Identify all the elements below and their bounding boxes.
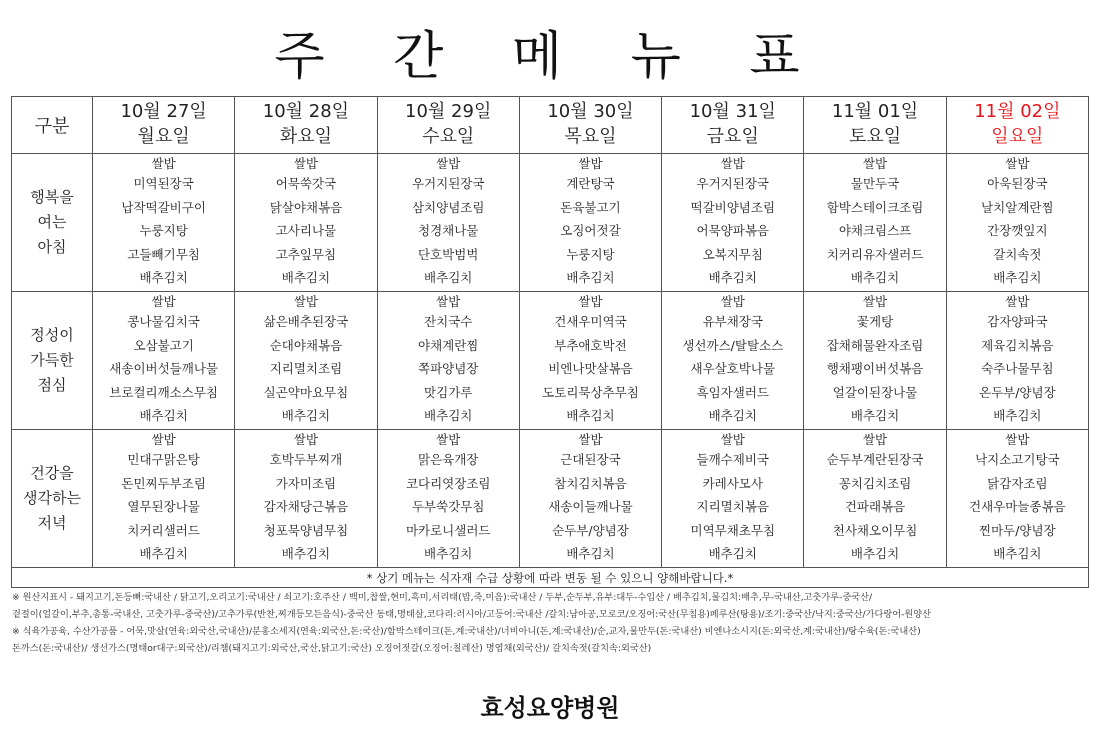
meal-label xyxy=(12,430,93,568)
menu-item: 건새우마늘종볶음 xyxy=(969,499,1066,515)
day-header xyxy=(377,97,519,154)
menu-item: 마카로니샐러드 xyxy=(405,522,491,538)
menu-item: 배추김치 xyxy=(993,408,1042,424)
menu-item: 삼치양념조림 xyxy=(411,199,485,215)
menu-item: 배추김치 xyxy=(139,408,188,424)
menu-item: 쌀밥 xyxy=(436,156,461,172)
menu-item: 야채계란찜 xyxy=(418,337,479,353)
day-of-week: 금요일 xyxy=(706,126,759,147)
menu-item: 민대구맑은탕 xyxy=(127,452,200,468)
menu-item: 계란탕국 xyxy=(566,176,615,192)
day-of-week: 월요일 xyxy=(137,126,190,147)
menu-item: 들깨수제비국 xyxy=(696,452,769,468)
day-header xyxy=(946,97,1088,154)
menu-item: 감자채당근볶음 xyxy=(263,499,349,515)
menu-item: 쌀밥 xyxy=(720,294,745,310)
day-of-week: 일요일 xyxy=(991,126,1044,147)
menu-item: 순두부/양념장 xyxy=(552,522,629,538)
day-date: 11월 01일 xyxy=(831,101,919,122)
meal-label-line: 저녁 xyxy=(37,514,67,532)
menu-item: 쌀밥 xyxy=(578,156,603,172)
weekly-menu-table xyxy=(11,96,1089,588)
menu-item: 쌀밥 xyxy=(862,294,888,310)
menu-cell xyxy=(377,430,519,568)
menu-item: 미역무채초무침 xyxy=(690,522,776,538)
menu-item: 갈치속젓 xyxy=(993,246,1042,262)
meal-label-line: 건강을 xyxy=(30,464,74,482)
meal-label xyxy=(12,154,93,292)
menu-item: 치커리유자샐러드 xyxy=(826,246,924,262)
menu-item: 새송이들깨나물 xyxy=(548,499,633,515)
menu-item: 쌀밥 xyxy=(293,294,318,310)
menu-item: 미역된장국 xyxy=(133,176,194,192)
page-title: 주 간 메 뉴 표 xyxy=(274,27,826,87)
menu-item: 치커리샐러드 xyxy=(127,522,200,538)
menu-item: 쌀밥 xyxy=(720,156,745,172)
menu-item: 배추김치 xyxy=(281,546,331,562)
menu-item: 호박두부찌개 xyxy=(269,452,343,468)
menu-item: 고추잎무침 xyxy=(275,246,337,262)
menu-item: 천사채오이무침 xyxy=(832,522,918,538)
menu-item: 배추김치 xyxy=(850,270,900,286)
menu-cell xyxy=(662,430,804,568)
menu-body xyxy=(12,154,1089,568)
origin-line: ※ 원산지표시 - 돼지고기,돈등뼈:국내산 / 닭고기,오리고기:국내산 / 쇠고기:호주산 / 백미,찹쌀,현미,흑미,서리태(밥,죽,미음):국내산 / 두부,순두부,유부:대두-수입산 / 배추김치,물김치:배추,무-국내산,고춧가루-중국산/ xyxy=(12,592,873,603)
menu-item: 어묵쑥갓국 xyxy=(275,176,337,192)
menu-item: 쌀밥 xyxy=(862,156,888,172)
meal-row xyxy=(12,430,1089,568)
day-of-week: 목요일 xyxy=(564,126,617,147)
menu-cell xyxy=(946,154,1088,292)
menu-item: 배추김치 xyxy=(708,270,757,286)
menu-item: 지리멸치조림 xyxy=(269,361,343,377)
menu-cell xyxy=(662,292,804,430)
day-date: 10월 28일 xyxy=(262,101,350,122)
menu-cell xyxy=(235,430,377,568)
meal-label-line: 가득한 xyxy=(30,351,74,369)
day-of-week: 수요일 xyxy=(422,126,475,147)
menu-item: 닭감자조림 xyxy=(987,475,1048,491)
menu-cell xyxy=(93,154,235,292)
notice-row xyxy=(12,568,1089,588)
menu-item: 맛김가루 xyxy=(424,384,473,400)
menu-cell xyxy=(377,154,519,292)
menu-item: 참치김치볶음 xyxy=(554,475,627,491)
menu-item: 떡갈비양념조림 xyxy=(690,199,776,215)
menu-cell xyxy=(93,430,235,568)
menu-item: 물만두국 xyxy=(850,176,900,192)
menu-item: 행채팽이버섯볶음 xyxy=(826,361,924,377)
menu-item: 배추김치 xyxy=(566,270,615,286)
menu-item: 실곤약마요무침 xyxy=(263,384,349,400)
menu-item: 열무된장나물 xyxy=(127,499,200,515)
menu-item: 얼갈이된장나물 xyxy=(832,384,918,400)
menu-item: 쌀밥 xyxy=(1005,294,1030,310)
menu-item: 아욱된장국 xyxy=(987,176,1048,192)
menu-item: 지리멸치볶음 xyxy=(696,499,769,515)
menu-item: 청포묵양념무침 xyxy=(263,522,349,538)
menu-item: 배추김치 xyxy=(993,546,1042,562)
menu-item: 누룽지탕 xyxy=(139,223,188,239)
menu-item: 배추김치 xyxy=(850,546,900,562)
menu-item: 꽁치김치조림 xyxy=(838,475,912,491)
menu-item: 쌀밥 xyxy=(436,432,461,448)
menu-item: 배추김치 xyxy=(566,546,615,562)
menu-item: 배추김치 xyxy=(850,408,900,424)
menu-item: 배추김치 xyxy=(139,546,188,562)
origin-line: 돈까스(돈:국내산)/ 생선가스(명태or대구:외국산)/리챔(돼지고기:외국산,국산,닭고기:국산) 오징어젓갈(오징어:칠레산) 명엽채(외국산)/ 갈치속젓(갈치속:외국산) xyxy=(12,643,652,654)
menu-item: 삶은배추된장국 xyxy=(263,314,349,330)
meal-label-line: 점심 xyxy=(37,376,67,394)
menu-item: 비엔나맛살볶음 xyxy=(548,361,633,377)
menu-item: 순두부계란된장국 xyxy=(826,452,924,468)
menu-item: 가자미조림 xyxy=(275,475,337,491)
meal-label-line: 정성이 xyxy=(30,326,74,344)
menu-item: 어묵양파볶음 xyxy=(696,223,769,239)
meal-label xyxy=(12,292,93,430)
menu-item: 건새우미역국 xyxy=(554,314,627,330)
header-row xyxy=(12,97,1089,154)
menu-item: 쌀밥 xyxy=(436,294,461,310)
menu-item: 브로컬리깨소스무침 xyxy=(109,384,218,400)
menu-cell xyxy=(804,430,946,568)
origin-line: 겉절이(얼갈이,부추,총통-국내산, 고춧가루-중국산)/고추가루(반찬,찌개등모든음식)-중국산 동태,명태살,코다리:러시아/고등어:국내산 /갈치:남아공,모로코/오징어:국산(무침용)페루산(탕용)/조기:중국산/낙지:중국산/가다랑어-원양산 xyxy=(12,609,932,620)
menu-item: 두부쑥갓무침 xyxy=(411,499,485,515)
menu-item: 쌀밥 xyxy=(862,432,888,448)
menu-item: 잔치국수 xyxy=(424,314,473,330)
menu-item: 제육김치볶음 xyxy=(981,337,1054,353)
menu-item: 배추김치 xyxy=(139,270,188,286)
menu-item: 쪽파양념장 xyxy=(418,361,479,377)
menu-item: 카레사모사 xyxy=(702,475,763,491)
menu-item: 쌀밥 xyxy=(151,432,176,448)
menu-item: 야채크림스프 xyxy=(838,223,912,239)
day-date: 10월 27일 xyxy=(120,101,207,122)
menu-item: 흑임자샐러드 xyxy=(696,384,769,400)
day-header xyxy=(519,97,661,154)
menu-item: 우거지된장국 xyxy=(411,176,485,192)
menu-cell xyxy=(93,292,235,430)
menu-cell xyxy=(662,154,804,292)
meal-row xyxy=(12,292,1089,430)
day-date: 10월 29일 xyxy=(405,101,492,122)
menu-item: 간장깻잎지 xyxy=(987,223,1048,239)
menu-cell xyxy=(377,292,519,430)
menu-item: 잡채해물완자조림 xyxy=(826,337,924,353)
menu-cell xyxy=(519,292,661,430)
menu-item: 콩나물김치국 xyxy=(127,314,200,330)
day-date: 11월 02일 xyxy=(974,101,1061,122)
menu-cell xyxy=(235,154,377,292)
menu-item: 배추김치 xyxy=(566,408,615,424)
menu-item: 배추김치 xyxy=(424,408,473,424)
menu-item: 맑은육개장 xyxy=(418,452,479,468)
menu-item: 부추애호박전 xyxy=(554,337,627,353)
menu-item: 배추김치 xyxy=(993,270,1042,286)
menu-item: 우거지된장국 xyxy=(696,176,769,192)
menu-item: 납작떡갈비구이 xyxy=(121,199,206,215)
menu-cell xyxy=(804,292,946,430)
menu-item: 쌀밥 xyxy=(151,294,176,310)
day-date: 10월 31일 xyxy=(689,101,776,122)
menu-cell xyxy=(519,154,661,292)
menu-change-notice: * 상기 메뉴는 식자재 수급 상황에 따라 변동 될 수 있으니 양해바랍니다.* xyxy=(12,568,1089,588)
day-date: 10월 30일 xyxy=(547,101,634,122)
menu-item: 닭살야채볶음 xyxy=(269,199,343,215)
menu-cell xyxy=(946,292,1088,430)
menu-item: 배추김치 xyxy=(708,546,757,562)
origin-labeling xyxy=(12,589,1090,657)
meal-label-line: 생각하는 xyxy=(23,489,81,507)
menu-cell xyxy=(519,430,661,568)
corner-label: 구분 xyxy=(12,97,93,154)
menu-item: 쌀밥 xyxy=(293,156,318,172)
menu-item: 순대야채볶음 xyxy=(269,337,343,353)
menu-item: 쌀밥 xyxy=(578,294,603,310)
day-of-week: 토요일 xyxy=(848,126,902,147)
menu-item: 쌀밥 xyxy=(1005,156,1030,172)
day-of-week: 화요일 xyxy=(279,126,332,147)
menu-item: 찐마두/양념장 xyxy=(979,522,1056,538)
menu-item: 돈민찌두부조림 xyxy=(121,475,206,491)
menu-item: 오복지무침 xyxy=(702,246,763,262)
menu-item: 단호박범벅 xyxy=(418,246,479,262)
menu-item: 감자양파국 xyxy=(987,314,1048,330)
menu-item: 배추김치 xyxy=(424,270,473,286)
meal-label-line: 행복을 xyxy=(30,188,74,206)
menu-item: 온두부/양념장 xyxy=(979,384,1056,400)
menu-item: 근대된장국 xyxy=(560,452,621,468)
menu-item: 오징어젓갈 xyxy=(560,223,621,239)
menu-item: 날치알계란찜 xyxy=(981,199,1054,215)
meal-label-line: 여는 xyxy=(37,213,67,231)
menu-item: 새송이버섯들깨나물 xyxy=(109,361,218,377)
menu-item: 쌀밥 xyxy=(1005,432,1030,448)
menu-item: 쌀밥 xyxy=(151,156,176,172)
menu-item: 쌀밥 xyxy=(293,432,318,448)
menu-item: 돈육불고기 xyxy=(560,199,621,215)
menu-item: 청경채나물 xyxy=(418,223,479,239)
menu-item: 고들빼기무침 xyxy=(127,246,200,262)
menu-item: 코다리엿장조림 xyxy=(405,475,491,491)
menu-cell xyxy=(946,430,1088,568)
menu-cell xyxy=(235,292,377,430)
day-header xyxy=(662,97,804,154)
menu-item: 새우살호박나물 xyxy=(690,361,776,377)
menu-item: 쌀밥 xyxy=(578,432,603,448)
meal-row xyxy=(12,154,1089,292)
menu-item: 생선까스/탈탈소스 xyxy=(682,337,784,353)
menu-item: 배추김치 xyxy=(281,270,331,286)
menu-item: 오삼불고기 xyxy=(133,337,194,353)
menu-item: 숙주나물무침 xyxy=(981,361,1054,377)
menu-item: 고사리나물 xyxy=(275,223,337,239)
menu-item: 건파래볶음 xyxy=(844,499,906,515)
day-header xyxy=(235,97,377,154)
menu-item: 함박스테이크조림 xyxy=(826,199,924,215)
menu-item: 배추김치 xyxy=(424,546,473,562)
menu-item: 낙지소고기탕국 xyxy=(975,452,1060,468)
day-header xyxy=(93,97,235,154)
origin-line: ※ 식육가공육, 수산가공품 - 어묵,맛살(연육:외국산,국내산)/분홍소세지(연육:외국산,돈:국산)/함박스테이크(돈,계:국내산)/너비아니(돈,계:국내산)/순,교자,물만두(돈:국내산) 비엔나소시지(돈:외국산,계:국내산)/탕수육(돈:국내산) xyxy=(12,626,921,637)
menu-item: 쌀밥 xyxy=(720,432,745,448)
menu-item: 도토리묵상추무침 xyxy=(542,384,639,400)
menu-item: 누룽지탕 xyxy=(566,246,615,262)
menu-item: 꽃게탕 xyxy=(856,314,894,330)
day-header xyxy=(804,97,946,154)
menu-item: 배추김치 xyxy=(708,408,757,424)
menu-cell xyxy=(804,154,946,292)
meal-label-line: 아침 xyxy=(37,238,67,256)
hospital-name: 효성요양병원 xyxy=(480,694,620,722)
menu-item: 유부채장국 xyxy=(702,314,763,330)
menu-item: 배추김치 xyxy=(281,408,331,424)
